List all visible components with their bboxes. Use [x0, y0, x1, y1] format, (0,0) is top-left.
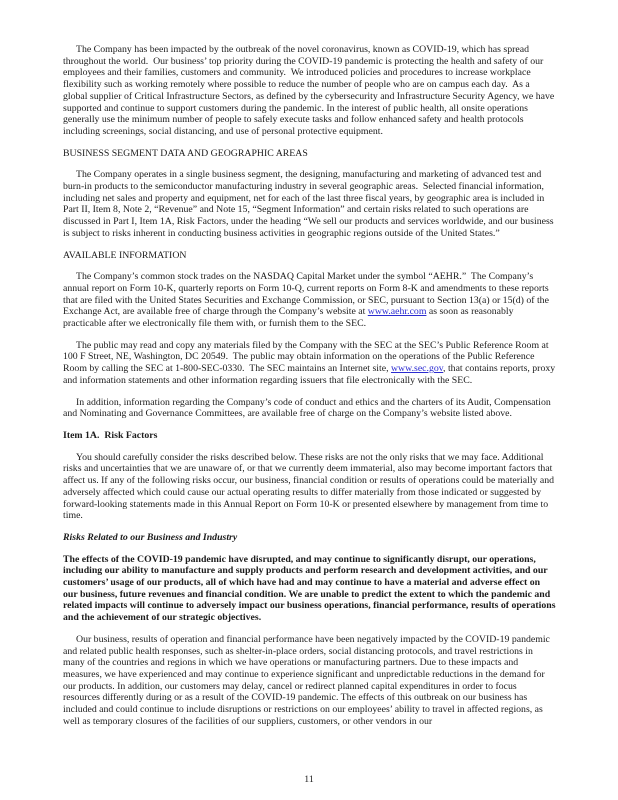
text-run: BUSINESS SEGMENT DATA AND GEOGRAPHIC AREAS: [63, 147, 308, 159]
link-aehr-website[interactable]: www.aehr.com: [367, 306, 427, 318]
text-run: The Company’s common stock trades on the NASDAQ Capital Market under the symbol “AEHR.” The Company’s annual report on Form 10-K, quarterly reports on Form 10-Q, current reports on Form 8-K and amendments to these reports that are filed with the United States Securities and Exchange Commission, or SEC, pursuant to Section 13(a) or 15(d) of the Exchange Act, are available free of charge through the Company’s website at: [63, 271, 552, 318]
link-sec-website[interactable]: www.sec.gov: [390, 363, 444, 375]
text-run: The Company has been impacted by the outbreak of the novel coronavirus, known as COVID-19, which has spread throughout the world. Our business’ top priority during the COVID-19 pandemic is protecting the health and safety of our employees and their families, customers and community. We introduced policies and procedures to increase workplace flexibility such as working remotely where possible to reduce the number of people who are on campus each day. As a global supplier of Critical Infrastructure Sectors, as defined by the cybersecurity and Infrastructure Security Agency, we have supported and continue to support customers during the pandemic. In the interest of public health, all onsite operations generally use the minimum number of people to safely execute tasks and follow enhanced safety and health protocols including screenings, social distancing, and use of personal protective equipment.: [63, 44, 557, 137]
paragraph-covid-risk-bold: [63, 554, 556, 624]
paragraph-covid-business-effects: [63, 634, 556, 728]
text-run: Risks Related to our Business and Industry: [63, 531, 238, 543]
document-content: [63, 44, 556, 727]
section-heading-item-1a-risk-factors: [63, 430, 556, 442]
text-run: The Company operates in a single business segment, the designing, manufacturing and marketing of advanced test and burn-in products to the semiconductor manufacturing industry in several geographic areas. Selected financial information, including net sales and property and equipment, net for each of the last three fiscal years, by geographic area is included in Part II, Item 8, Note 2, “Revenue” and Note 15, “Segment Information” and certain risks related to such operations are discussed in Part I, Item 1A, Risk Factors, under the heading “We sell our products and services worldwide, and our business is subject to risks inherent in conducting business activities in geographic regions outside of the United States.”: [63, 169, 557, 239]
paragraph-covid-impact: [63, 44, 556, 138]
page-number: 11: [304, 774, 314, 786]
text-run: You should carefully consider the risks described below. These risks are not the only risks that we may face. Additional risks and uncertainties that we are unaware of, or that we currently deem immaterial, also may become important factors that affect us. If any of the following risks occur, our business, financial condition or results of operations could be materially and adversely affected which could cause our actual operating results to differ materially from those indicated or suggested by forward-looking statements made in this Annual Report on Form 10-K or presented elsewhere by management from time to time.: [63, 451, 557, 522]
text-run: as soon as reasonably practicable after we electronically file them with, or furnish them to the SEC.: [63, 306, 516, 330]
text-run: Item 1A. Risk Factors: [63, 429, 158, 441]
section-heading-business-segment: [63, 148, 556, 160]
section-heading-available-information: [63, 250, 556, 262]
paragraph-code-of-conduct: [63, 397, 556, 420]
paragraph-risk-intro: [63, 452, 556, 522]
text-run: In addition, information regarding the Company’s code of conduct and ethics and the charters of its Audit, Compensation and Nominating and Governance Committees, are available free of charge on the Company’s website listed above.: [63, 396, 554, 420]
text-run: The effects of the COVID-19 pandemic have disrupted, and may continue to significantly disrupt, our operations, including our ability to manufacture and supply products and perform research and development activities, and our customers’ usage of our products, all of which have had and may continue to have a material and adverse effect on our business, future revenues and financial condition. We are unable to predict the extent to which the pandemic and related impacts will continue to adversely impact our business operations, financial performance, results of operations and the achievement of our strategic objectives.: [63, 553, 558, 624]
text-run: The public may read and copy any materials filed by the Company with the SEC at the SEC’s Public Reference Room at 100 F Street, NE, Washington, DC 20549. The public may obtain information on the operations of the Public Reference Room by calling the SEC at 1-800-SEC-0330. The SEC maintains an Internet site,: [63, 339, 552, 375]
paragraph-single-segment: [63, 169, 556, 239]
paragraph-stock-filings: [63, 271, 556, 330]
text-run: Our business, results of operation and financial performance have been negatively impacted by the COVID-19 pandemic and related public health responses, such as shelter-in-place orders, social distancing protocols, and travel restrictions in many of the countries and regions in which we have operations or manufacturing partners. Due to these impacts and measures, we have experienced and may continue to experience significant and unpredictable reductions in the demand for our products. In addition, our customers may delay, cancel or redirect planned capital expenditures in order to focus resources differently during or as a result of the COVID-19 pandemic. The effects of this outbreak on our business has included and could continue to include disruptions or restrictions on our employees’ ability to travel in affected regions, as well as temporary closures of the facilities of our suppliers, customers, or other vendors in our: [63, 633, 553, 727]
text-run: AVAILABLE INFORMATION: [63, 249, 187, 261]
text-run: , that contains reports, proxy and information statements and other information regarding issuers that file electronically with the SEC.: [63, 363, 558, 386]
paragraph-public-reference-room: [63, 340, 556, 387]
section-heading-risks-business-industry: [63, 532, 556, 544]
